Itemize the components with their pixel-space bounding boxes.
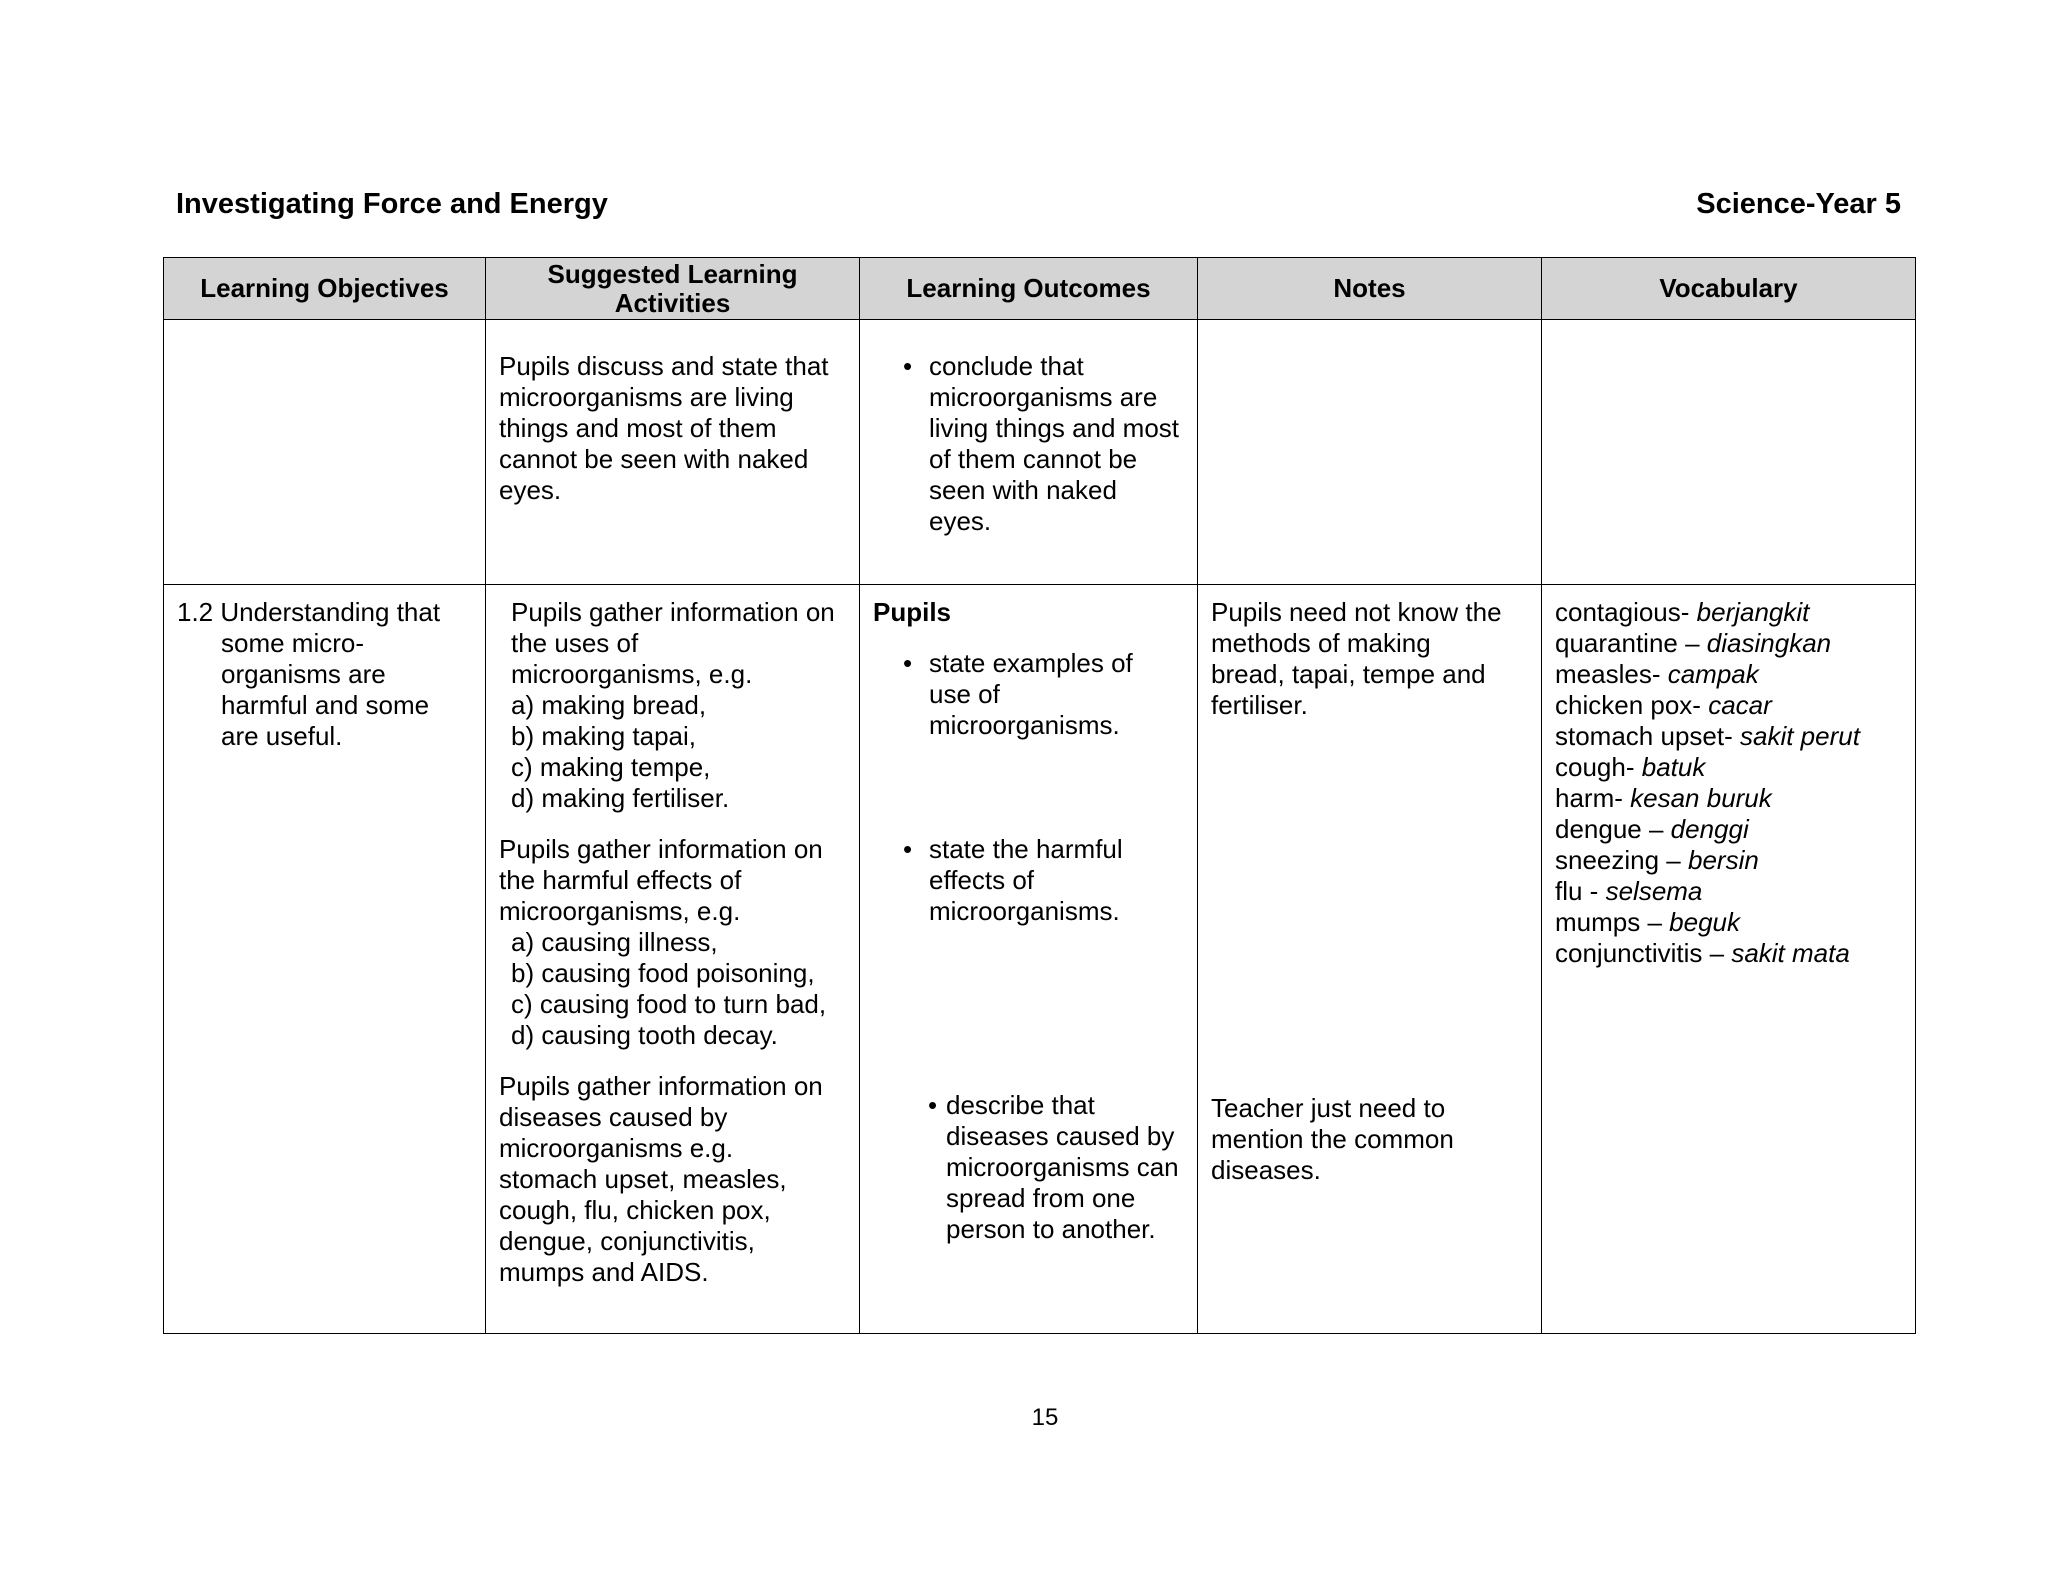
text-line: seen with naked [929, 475, 1117, 505]
vocab-item: conjunctivitis – sakit mata [1555, 938, 1850, 968]
text-line: b) causing food poisoning, [511, 958, 815, 988]
text-line: cough, flu, chicken pox, [499, 1195, 771, 1225]
vocab-item: sneezing – bersin [1555, 845, 1759, 875]
text-line: cannot be seen with naked [499, 444, 809, 474]
text-line: Pupils gather information on [499, 834, 823, 864]
text-line: a) making bread, [511, 690, 707, 720]
vocab-item: flu - selsema [1555, 876, 1703, 906]
vocab-item: contagious- berjangkit [1555, 597, 1810, 627]
column-header: Learning Outcomes [860, 258, 1198, 320]
vocab-item: chicken pox- cacar [1555, 690, 1772, 720]
text-line: fertiliser. [1211, 690, 1308, 720]
column-header: Notes [1198, 258, 1542, 320]
text-line: some micro- [221, 628, 365, 658]
text-line: diseases caused by [499, 1102, 728, 1132]
text-line: Teacher just need to [1211, 1093, 1446, 1123]
vocab-item: dengue – denggi [1555, 814, 1749, 844]
subject-year: Science-Year 5 [1696, 188, 1901, 220]
text-line: 1.2 Understanding that [177, 597, 441, 627]
text-line: • conclude that [929, 351, 1084, 381]
text-line: • describe that [946, 1090, 1095, 1120]
text-line: use of [929, 679, 1000, 709]
text-line: d) causing tooth decay. [511, 1020, 778, 1050]
activity-uses [499, 597, 849, 814]
vocab-item: mumps – beguk [1555, 907, 1740, 937]
scheme-of-work-table [163, 257, 1916, 1334]
table-row [164, 585, 1916, 1334]
text-line: things and most of them [499, 413, 777, 443]
text-line: of them cannot be [929, 444, 1138, 474]
page-number: 15 [1031, 1404, 1059, 1431]
text-line: microorganisms, e.g. [511, 659, 753, 689]
text-line: Pupils gather information on [511, 597, 835, 627]
text-line: eyes. [929, 506, 992, 536]
text-line: a) causing illness, [511, 927, 718, 957]
text-line: methods of making [1211, 628, 1431, 658]
text-line: d) making fertiliser. [511, 783, 730, 813]
text-line: dengue, conjunctivitis, [499, 1226, 755, 1256]
vocab-item: cough- batuk [1555, 752, 1706, 782]
text-line: organisms are [221, 659, 386, 689]
outcomes-heading: Pupils [873, 597, 952, 627]
text-line: Pupils gather information on [499, 1071, 823, 1101]
text-line: microorganisms, e.g. [499, 896, 741, 926]
text-line: diseases caused by [946, 1121, 1175, 1151]
text-line: effects of [929, 865, 1035, 895]
text-line: living things and most [929, 413, 1180, 443]
vocab-item: harm- kesan buruk [1555, 783, 1772, 813]
text-line: the harmful effects of [499, 865, 742, 895]
text-line: eyes. [499, 475, 562, 505]
text-line: person to another. [946, 1214, 1156, 1244]
text-line: mention the common [1211, 1124, 1454, 1154]
outcomes-cell [860, 320, 1198, 585]
text-line: the uses of [511, 628, 639, 658]
text-line: mumps and AIDS. [499, 1257, 709, 1287]
note-methods [1211, 597, 1531, 721]
text-line: harmful and some [221, 690, 430, 720]
vocabulary-cell [1542, 320, 1916, 585]
outcome-bullet [928, 1090, 1187, 1245]
text-line: c) causing food to turn bad, [511, 989, 827, 1019]
text-line: Pupils discuss and state that [499, 351, 829, 381]
vocabulary-cell [1542, 585, 1916, 1334]
text-line: diseases. [1211, 1155, 1321, 1185]
text-line: microorganisms can [946, 1152, 1179, 1182]
activity-diseases [499, 1071, 849, 1288]
text-line: are useful. [221, 721, 343, 751]
page-title: Investigating Force and Energy [176, 188, 608, 220]
note-diseases [1211, 1093, 1531, 1186]
vocab-item: measles- campak [1555, 659, 1759, 689]
text-line: c) making tempe, [511, 752, 711, 782]
notes-cell [1198, 585, 1542, 1334]
activities-cell [486, 585, 860, 1334]
text-line: bread, tapai, tempe and [1211, 659, 1486, 689]
text-line: spread from one [946, 1183, 1136, 1213]
text-line: • state the harmful [929, 834, 1123, 864]
vocab-item: quarantine – diasingkan [1555, 628, 1832, 658]
objective-cell [164, 585, 486, 1334]
text-line: microorganisms. [929, 710, 1120, 740]
text-line: microorganisms. [929, 896, 1120, 926]
objective-cell [164, 320, 486, 585]
outcome-bullet [903, 834, 1187, 927]
column-header: Vocabulary [1542, 258, 1916, 320]
text-line: stomach upset, measles, [499, 1164, 787, 1194]
activities-cell [486, 320, 860, 585]
vocab-item: stomach upset- sakit perut [1555, 721, 1860, 751]
table-header-row [164, 258, 1916, 320]
outcomes-cell [860, 585, 1198, 1334]
text-line: Pupils need not know the [1211, 597, 1502, 627]
column-header: Learning Objectives [164, 258, 486, 320]
text-line: microorganisms are living [499, 382, 794, 412]
notes-cell [1198, 320, 1542, 585]
outcome-bullet [903, 648, 1187, 741]
text-line: microorganisms are [929, 382, 1158, 412]
text-line: b) making tapai, [511, 721, 696, 751]
activity-harmful-effects [499, 834, 849, 1051]
outcome-bullet [903, 351, 1187, 537]
table-row [164, 320, 1916, 585]
column-header: Suggested Learning Activities [486, 258, 860, 320]
text-line: • state examples of [929, 648, 1133, 678]
text-line: microorganisms e.g. [499, 1133, 734, 1163]
